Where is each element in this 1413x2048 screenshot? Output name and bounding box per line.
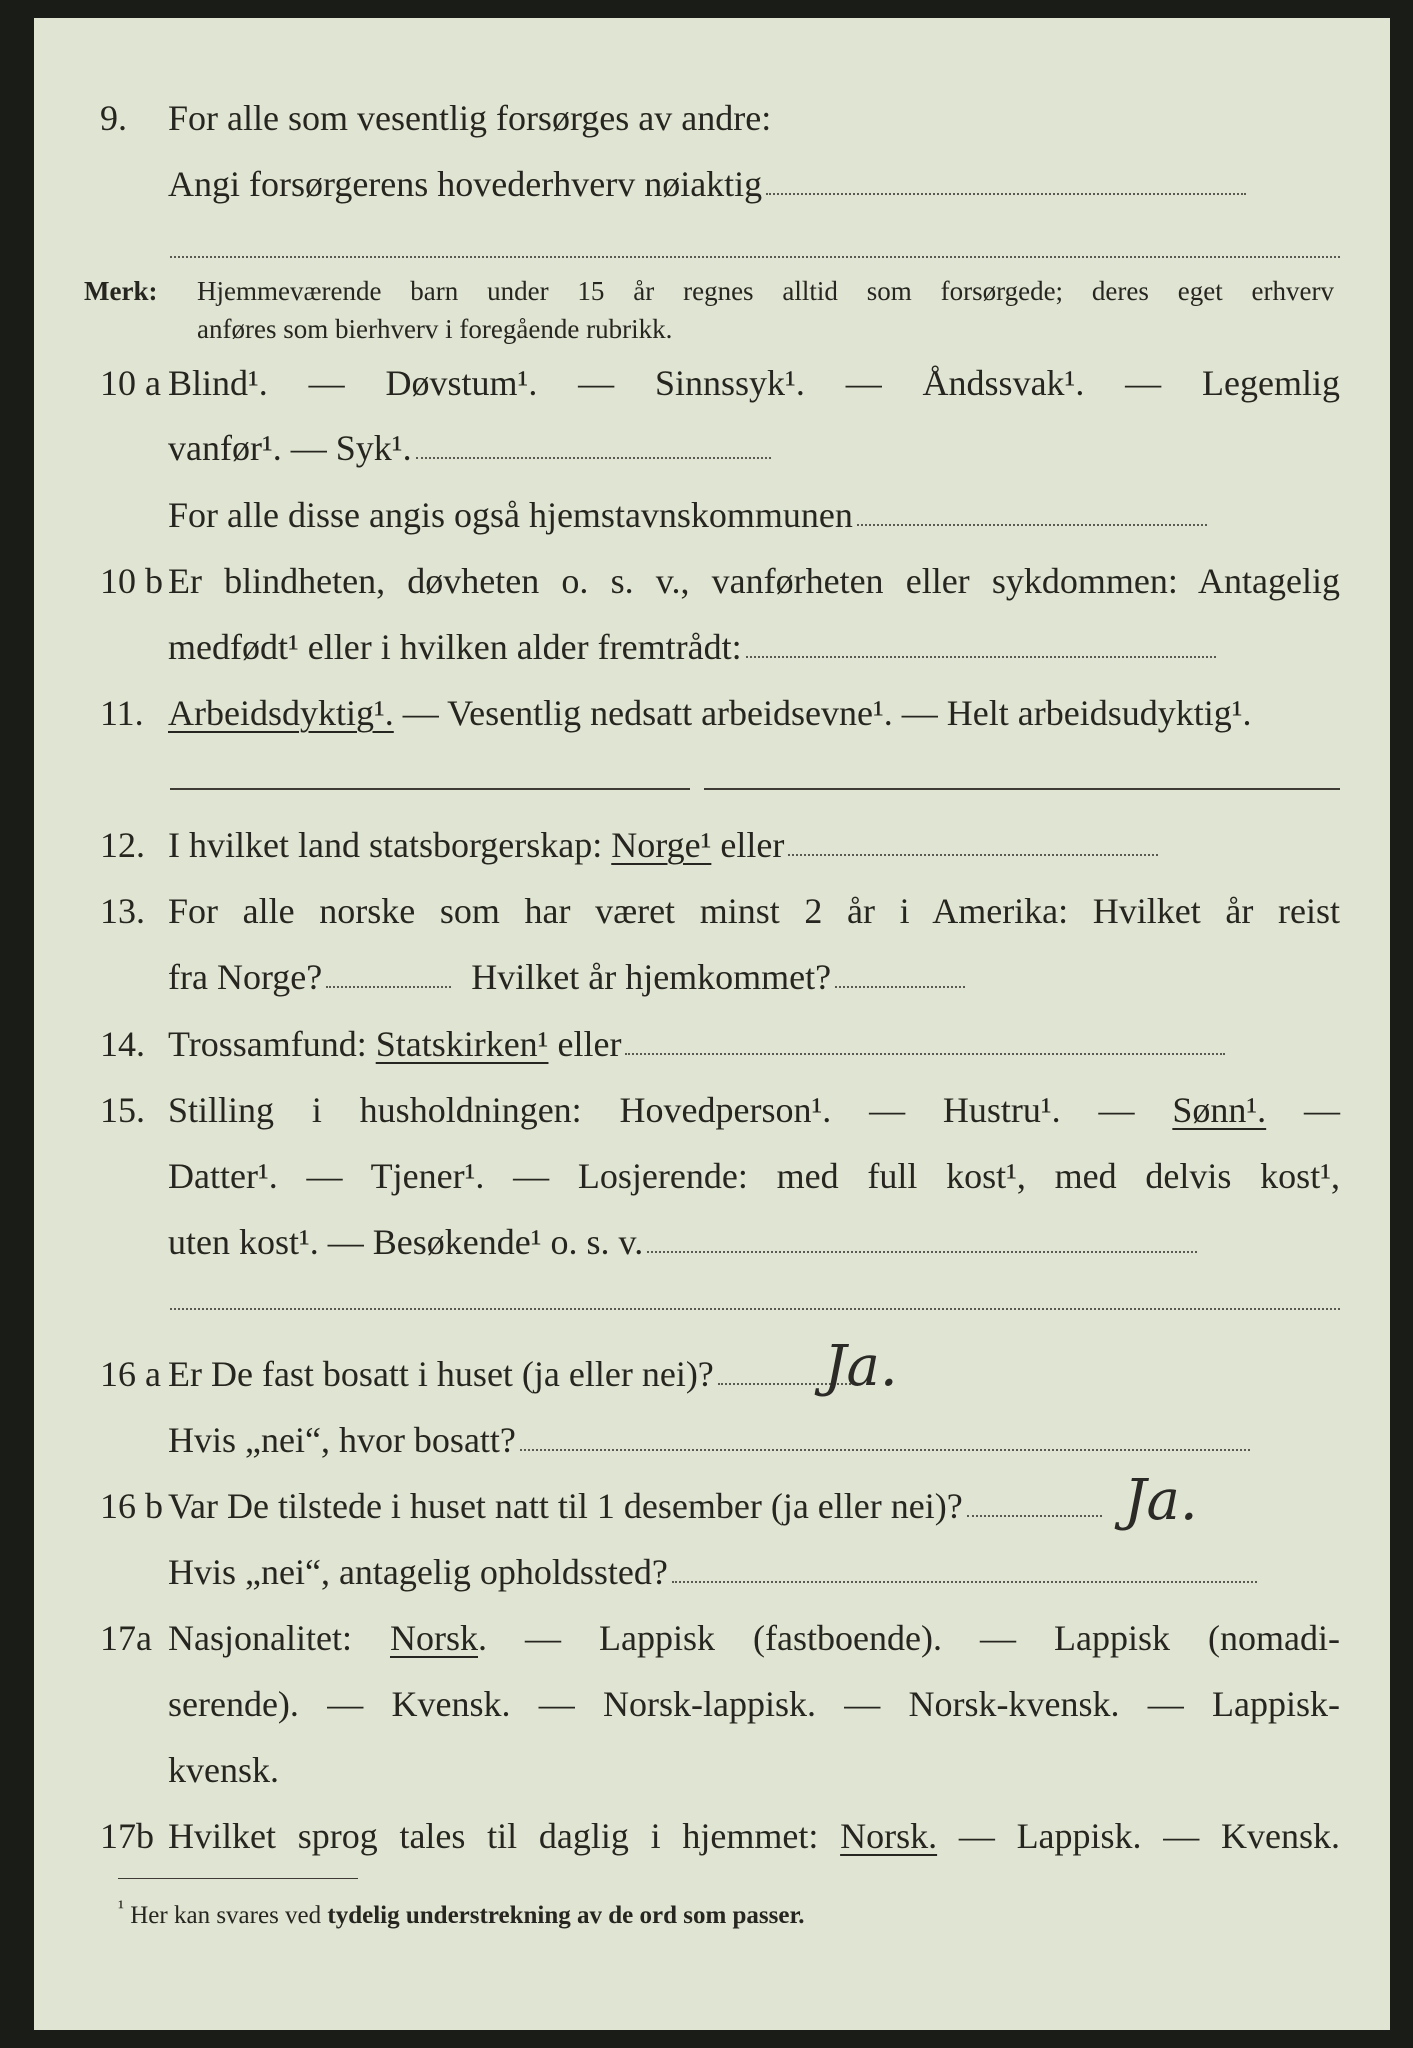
question-10a-line3 — [34, 485, 1390, 545]
question-text: Blind¹. — Døvstum¹. — Sinnssyk¹. — Åndssvak¹. — Legemlig — [168, 363, 1340, 403]
question-17a-line3 — [34, 1740, 1390, 1800]
question-number: 9. — [100, 98, 127, 138]
question-13-line1 — [34, 881, 1390, 941]
census-form-page — [34, 18, 1390, 2030]
question-9-line1 — [34, 88, 1390, 148]
answer-field[interactable] — [857, 524, 1207, 526]
question-text: uten kost¹. — Besøkende¹ o. s. v. — [168, 1222, 644, 1262]
option-arbeidsdyktig[interactable]: Arbeidsdyktig¹. — [168, 693, 394, 733]
answer-field[interactable] — [416, 457, 771, 459]
question-text: For alle disse angis også hjemstavnskommunen — [168, 495, 853, 535]
answer-line[interactable] — [170, 788, 690, 790]
answer-field[interactable] — [647, 1251, 1197, 1253]
footnote-bold-text: tydelig understrekning av de ord som passer. — [327, 1902, 805, 1929]
question-17b — [34, 1806, 1390, 1866]
question-11 — [34, 683, 1390, 743]
question-number: 11. — [100, 693, 144, 733]
question-number: 15. — [100, 1090, 145, 1130]
question-text: Hvilket sprog tales til daglig i hjemmet: — [168, 1816, 819, 1856]
answer-line[interactable] — [170, 1308, 1340, 1310]
question-text: eller — [711, 825, 785, 865]
footnote — [118, 1896, 805, 1930]
question-16a-line1 — [34, 1344, 1390, 1404]
question-text: For alle norske som har været minst 2 år i Amerika: Hvilket år reist — [168, 891, 1340, 931]
question-13-line2 — [34, 947, 1390, 1007]
question-text: Hvilket år hjemkommet? — [471, 957, 832, 997]
question-text: vanfør¹. — Syk¹. — [168, 428, 412, 468]
answer-field[interactable] — [520, 1449, 1250, 1451]
question-text: Datter¹. — Tjener¹. — Losjerende: med full kost¹, med delvis kost¹, — [168, 1156, 1340, 1196]
question-text: Trossamfund: — [168, 1024, 367, 1064]
question-16a-line2 — [34, 1410, 1390, 1470]
question-16b-line2 — [34, 1542, 1390, 1602]
handwritten-answer: Ja. — [1124, 1468, 1198, 1533]
option-norge[interactable]: Norge¹ — [611, 825, 712, 865]
question-9-line2 — [34, 154, 1390, 214]
question-10b-line1 — [34, 551, 1390, 611]
question-number: 10 b — [100, 561, 163, 601]
option-statskirken[interactable]: Statskirken¹ — [375, 1024, 549, 1064]
question-14 — [34, 1014, 1390, 1074]
question-text: eller — [548, 1024, 622, 1064]
answer-line[interactable] — [704, 788, 1340, 790]
question-text: — — [1266, 1090, 1340, 1130]
question-text: — Vesentlig nedsatt arbeidsevne¹. — Helt arbeidsudyktig¹. — [393, 693, 1252, 733]
answer-field[interactable] — [746, 656, 1216, 658]
question-15-line1 — [34, 1080, 1390, 1140]
footnote-text: Her kan svares ved — [130, 1902, 322, 1929]
question-text: fra Norge? — [168, 957, 323, 997]
question-text: Nasjonalitet: — [168, 1618, 352, 1658]
question-text: medfødt¹ eller i hvilken alder fremtrådt: — [168, 627, 742, 667]
question-10a-line1 — [34, 353, 1390, 413]
answer-field[interactable] — [766, 193, 1246, 195]
answer-field[interactable] — [625, 1053, 1225, 1055]
question-17a-line1 — [34, 1608, 1390, 1668]
answer-field[interactable] — [788, 854, 1158, 856]
question-text: serende). — Kvensk. — Norsk-lappisk. — Norsk-kvensk. — Lappisk- — [168, 1684, 1340, 1724]
question-text: I hvilket land statsborgerskap: — [168, 825, 603, 865]
handwritten-answer: Ja. — [824, 1334, 898, 1399]
question-number: 13. — [100, 891, 145, 931]
note-label: Merk: — [84, 276, 158, 306]
question-text: Angi forsørgerens hovederhverv nøiaktig — [168, 164, 763, 204]
note-line: Hjemmeværende barn under 15 år regnes alltid som forsørgede; deres eget erhverv — [197, 276, 1334, 306]
answer-field[interactable] — [672, 1581, 1257, 1583]
footnote-mark: ¹ — [118, 1896, 124, 1919]
option-norsk[interactable]: Norsk — [390, 1618, 478, 1658]
question-text: . — Lappisk (fastboende). — Lappisk (nomadi- — [478, 1618, 1340, 1658]
question-text: — Lappisk. — Kvensk. — [937, 1816, 1341, 1856]
question-17a-line2 — [34, 1674, 1390, 1734]
question-number: 17b — [100, 1816, 154, 1856]
question-text: Er De fast bosatt i huset (ja eller nei)? — [168, 1354, 714, 1394]
question-10a-line2 — [34, 418, 1390, 478]
answer-field[interactable] — [835, 986, 965, 988]
question-10b-line2 — [34, 617, 1390, 677]
option-sonn[interactable]: Sønn¹. — [1172, 1090, 1267, 1130]
question-12 — [34, 815, 1390, 875]
answer-field[interactable] — [326, 986, 451, 988]
option-norsk-sprog[interactable]: Norsk. — [840, 1816, 938, 1856]
question-text: kvensk. — [168, 1750, 279, 1790]
question-number: 10 a — [100, 363, 161, 403]
question-text: Hvis „nei“, hvor bosatt? — [168, 1420, 516, 1460]
answer-field[interactable] — [967, 1515, 1102, 1517]
question-number: 16 a — [100, 1354, 161, 1394]
answer-line[interactable] — [170, 256, 1340, 258]
question-15-line3 — [34, 1212, 1390, 1272]
question-number: 16 b — [100, 1486, 163, 1526]
note-line: anføres som bierhverv i foregående rubrikk. — [197, 314, 673, 344]
footnote-divider — [118, 1878, 358, 1879]
question-number: 17a — [100, 1618, 152, 1658]
question-text: Stilling i husholdningen: Hovedperson¹. — Hustru¹. — — [168, 1090, 1135, 1130]
question-text: For alle som vesentlig forsørges av andre: — [168, 98, 772, 138]
question-text: Var De tilstede i huset natt til 1 desember (ja eller nei)? — [168, 1486, 963, 1526]
question-15-line2 — [34, 1146, 1390, 1206]
question-number: 12. — [100, 825, 145, 865]
question-text: Er blindheten, døvheten o. s. v., vanførheten eller sykdommen: Antagelig — [168, 561, 1340, 601]
question-text: Hvis „nei“, antagelig opholdssted? — [168, 1552, 668, 1592]
question-number: 14. — [100, 1024, 145, 1064]
